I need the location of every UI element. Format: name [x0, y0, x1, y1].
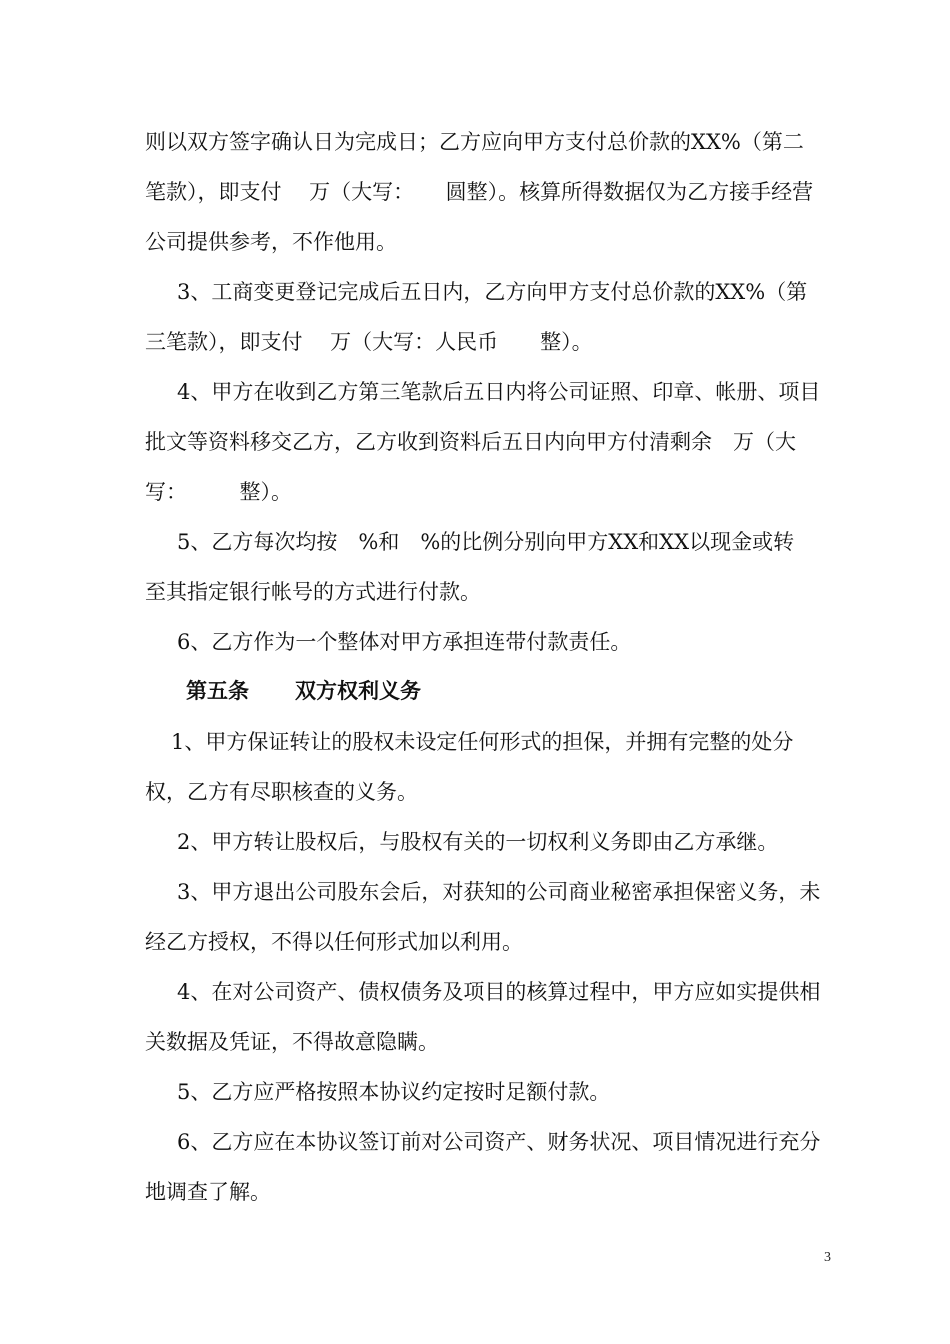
text-line: 3、工商变更登记完成后五日内，乙方向甲方支付总价款的XX%（第 — [177, 280, 808, 304]
text-line: 3、甲方退出公司股东会后，对获知的公司商业秘密承担保密义务，未 — [177, 880, 821, 904]
text-line: 则以双方签字确认日为完成日；乙方应向甲方支付总价款的XX%（第二 — [145, 130, 804, 154]
paragraph-article4-item3 — [145, 267, 835, 367]
text-line: 6、乙方作为一个整体对甲方承担连带付款责任。 — [177, 630, 632, 654]
text-line: 关数据及凭证，不得故意隐瞒。 — [145, 1030, 439, 1054]
paragraph-article5-item1 — [145, 717, 835, 817]
paragraph-continued — [145, 117, 835, 267]
paragraph-article5-item3 — [145, 867, 835, 967]
text-line: 4、甲方在收到乙方第三笔款后五日内将公司证照、印章、帐册、项目 — [177, 380, 821, 404]
text-line: 批文等资料移交乙方，乙方收到资料后五日内向甲方付清剩余 万（大 — [145, 430, 796, 454]
paragraph-article5-item5 — [145, 1067, 835, 1117]
paragraph-article5-item2 — [145, 817, 835, 867]
text-line: 地调查了解。 — [145, 1180, 271, 1204]
paragraph-article5-item6 — [145, 1117, 835, 1217]
text-line: 经乙方授权，不得以任何形式加以利用。 — [145, 930, 523, 954]
text-line: 4、在对公司资产、债权债务及项目的核算过程中，甲方应如实提供相 — [177, 980, 821, 1004]
text-line: 权，乙方有尽职核查的义务。 — [145, 780, 418, 804]
text-line: 公司提供参考，不作他用。 — [145, 230, 397, 254]
article-heading — [186, 676, 421, 706]
article-number: 第五条 — [186, 679, 249, 703]
page-number: 3 — [824, 1250, 831, 1265]
article-title: 双方权利义务 — [295, 679, 421, 703]
paragraph-article4-item6 — [145, 617, 835, 667]
text-line: 三笔款），即支付 万（大写：人民币 整）。 — [145, 330, 593, 354]
paragraph-article4-item5 — [145, 517, 835, 617]
paragraph-article5-item4 — [145, 967, 835, 1067]
text-line: 2、甲方转让股权后，与股权有关的一切权利义务即由乙方承继。 — [177, 830, 779, 854]
text-line: 笔款），即支付 万（大写： 圆整）。核算所得数据仅为乙方接手经营 — [145, 180, 814, 204]
text-line: 1、甲方保证转让的股权未设定任何形式的担保，并拥有完整的处分 — [171, 730, 794, 754]
text-line: 至其指定银行帐号的方式进行付款。 — [145, 580, 481, 604]
text-line: 写： 整）。 — [145, 480, 292, 504]
text-line: 5、乙方应严格按照本协议约定按时足额付款。 — [177, 1080, 611, 1104]
paragraph-article4-item4 — [145, 367, 835, 517]
text-line: 6、乙方应在本协议签订前对公司资产、财务状况、项目情况进行充分 — [177, 1130, 821, 1154]
text-line: 5、乙方每次均按 %和 %的比例分别向甲方XX和XX以现金或转 — [177, 530, 795, 554]
